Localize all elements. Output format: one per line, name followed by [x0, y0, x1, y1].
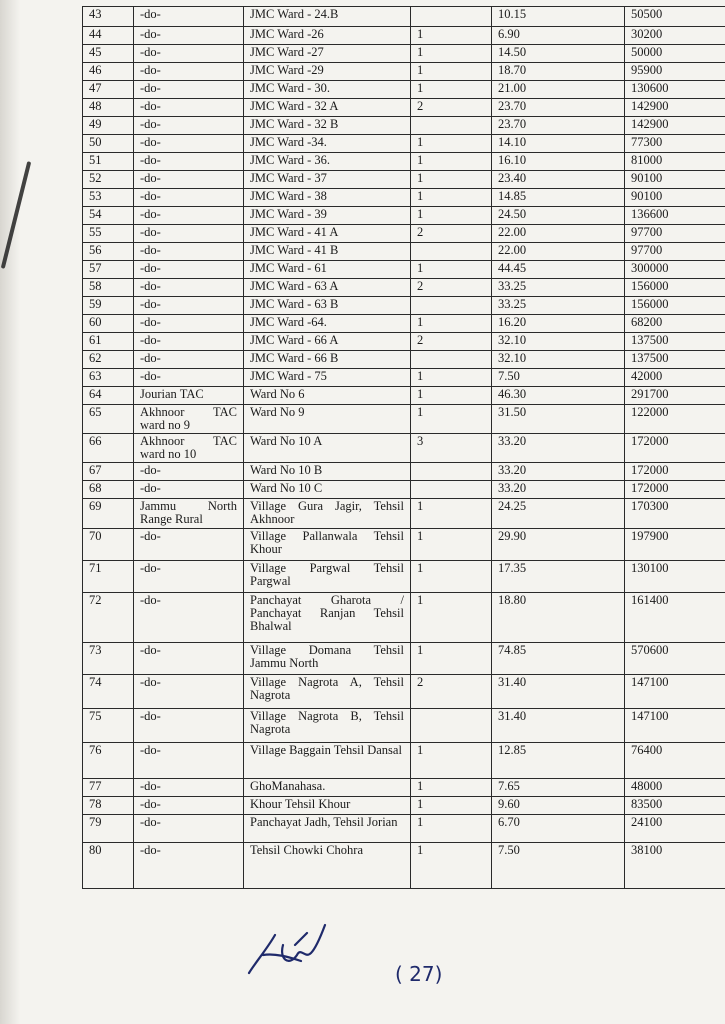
place-cell: -do-	[134, 63, 244, 81]
table-row	[83, 387, 725, 405]
amount-cell: 68200	[625, 315, 725, 333]
area-cell: 23.70	[492, 99, 625, 117]
table-row	[83, 797, 725, 815]
page-edge-shadow	[0, 0, 20, 1024]
amount-cell: 156000	[625, 297, 725, 315]
count-cell: 1	[411, 499, 492, 529]
count-cell: 1	[411, 135, 492, 153]
amount-cell: 97700	[625, 243, 725, 261]
ward-cell: Village Gura Jagir, Tehsil Akhnoor	[244, 499, 411, 529]
area-cell: 33.20	[492, 481, 625, 499]
area-cell: 7.50	[492, 843, 625, 889]
ward-cell: Ward No 10 C	[244, 481, 411, 499]
count-cell: 1	[411, 261, 492, 279]
amount-cell: 83500	[625, 797, 725, 815]
area-cell: 33.20	[492, 434, 625, 463]
place-cell: -do-	[134, 243, 244, 261]
ward-cell: Village Domana Tehsil Jammu North	[244, 643, 411, 675]
table-row	[83, 7, 725, 27]
place-cell: -do-	[134, 843, 244, 889]
table-row	[83, 815, 725, 843]
amount-cell: 197900	[625, 529, 725, 561]
amount-cell: 76400	[625, 743, 725, 779]
table-row	[83, 743, 725, 779]
serial-number-cell: 45	[83, 45, 134, 63]
ward-cell: JMC Ward - 63 B	[244, 297, 411, 315]
count-cell: 2	[411, 225, 492, 243]
serial-number-cell: 56	[83, 243, 134, 261]
count-cell: 1	[411, 815, 492, 843]
table-row	[83, 675, 725, 709]
place-cell: -do-	[134, 99, 244, 117]
ward-cell: JMC Ward -34.	[244, 135, 411, 153]
ward-cell: JMC Ward - 39	[244, 207, 411, 225]
area-cell: 22.00	[492, 225, 625, 243]
place-cell: -do-	[134, 815, 244, 843]
area-cell: 23.70	[492, 117, 625, 135]
serial-number-cell: 46	[83, 63, 134, 81]
amount-cell: 130100	[625, 561, 725, 593]
serial-number-cell: 74	[83, 675, 134, 709]
area-cell: 22.00	[492, 243, 625, 261]
table-row	[83, 207, 725, 225]
amount-cell: 570600	[625, 643, 725, 675]
table-row	[83, 117, 725, 135]
count-cell: 1	[411, 529, 492, 561]
place-cell: Akhnoor TAC ward no 10	[134, 434, 244, 463]
serial-number-cell: 60	[83, 315, 134, 333]
table-row	[83, 171, 725, 189]
count-cell: 1	[411, 45, 492, 63]
count-cell: 1	[411, 63, 492, 81]
amount-cell: 38100	[625, 843, 725, 889]
table-row	[83, 561, 725, 593]
table-row	[83, 81, 725, 99]
amount-cell: 137500	[625, 351, 725, 369]
table-row	[83, 405, 725, 434]
area-cell: 18.70	[492, 63, 625, 81]
serial-number-cell: 80	[83, 843, 134, 889]
count-cell: 2	[411, 279, 492, 297]
count-cell	[411, 7, 492, 27]
table-row	[83, 279, 725, 297]
serial-number-cell: 55	[83, 225, 134, 243]
amount-cell: 42000	[625, 369, 725, 387]
area-cell: 33.20	[492, 463, 625, 481]
amount-cell: 122000	[625, 405, 725, 434]
ward-cell: GhoManahasa.	[244, 779, 411, 797]
amount-cell: 172000	[625, 481, 725, 499]
count-cell: 1	[411, 369, 492, 387]
place-cell: -do-	[134, 463, 244, 481]
place-cell: Jammu North Range Rural	[134, 499, 244, 529]
ward-cell: Village Pallanwala Tehsil Khour	[244, 529, 411, 561]
place-cell: -do-	[134, 797, 244, 815]
ward-cell: JMC Ward - 37	[244, 171, 411, 189]
ward-cell: JMC Ward -64.	[244, 315, 411, 333]
serial-number-cell: 59	[83, 297, 134, 315]
count-cell: 1	[411, 779, 492, 797]
serial-number-cell: 61	[83, 333, 134, 351]
amount-cell: 50000	[625, 45, 725, 63]
area-cell: 6.70	[492, 815, 625, 843]
table-row	[83, 779, 725, 797]
area-cell: 32.10	[492, 333, 625, 351]
ward-cell: Ward No 10 B	[244, 463, 411, 481]
ward-cell: Village Nagrota B, Tehsil Nagrota	[244, 709, 411, 743]
ward-cell: JMC Ward -27	[244, 45, 411, 63]
allotment-table	[82, 6, 725, 889]
table-row	[83, 709, 725, 743]
serial-number-cell: 44	[83, 27, 134, 45]
place-cell: -do-	[134, 369, 244, 387]
ward-cell: Village Baggain Tehsil Dansal	[244, 743, 411, 779]
amount-cell: 130600	[625, 81, 725, 99]
table-row	[83, 434, 725, 463]
ward-cell: JMC Ward -26	[244, 27, 411, 45]
area-cell: 74.85	[492, 643, 625, 675]
count-cell: 1	[411, 153, 492, 171]
serial-number-cell: 75	[83, 709, 134, 743]
serial-number-cell: 53	[83, 189, 134, 207]
place-cell: -do-	[134, 225, 244, 243]
place-cell: -do-	[134, 297, 244, 315]
count-cell: 1	[411, 843, 492, 889]
table-row	[83, 351, 725, 369]
place-cell: -do-	[134, 561, 244, 593]
serial-number-cell: 54	[83, 207, 134, 225]
table-row	[83, 463, 725, 481]
serial-number-cell: 62	[83, 351, 134, 369]
table-body	[83, 7, 725, 889]
count-cell	[411, 463, 492, 481]
count-cell: 1	[411, 405, 492, 434]
area-cell: 23.40	[492, 171, 625, 189]
ward-cell: Tehsil Chowki Chohra	[244, 843, 411, 889]
serial-number-cell: 76	[83, 743, 134, 779]
serial-number-cell: 77	[83, 779, 134, 797]
ward-cell: JMC Ward - 63 A	[244, 279, 411, 297]
amount-cell: 50500	[625, 7, 725, 27]
table-row	[83, 189, 725, 207]
amount-cell: 136600	[625, 207, 725, 225]
serial-number-cell: 69	[83, 499, 134, 529]
ward-cell: Panchayat Jadh, Tehsil Jorian	[244, 815, 411, 843]
count-cell: 1	[411, 743, 492, 779]
ward-cell: JMC Ward - 38	[244, 189, 411, 207]
count-cell: 1	[411, 27, 492, 45]
area-cell: 16.10	[492, 153, 625, 171]
ward-cell: JMC Ward - 41 A	[244, 225, 411, 243]
page-number: ( 27)	[395, 962, 443, 986]
ward-cell: JMC Ward - 75	[244, 369, 411, 387]
serial-number-cell: 78	[83, 797, 134, 815]
count-cell	[411, 297, 492, 315]
serial-number-cell: 43	[83, 7, 134, 27]
place-cell: -do-	[134, 315, 244, 333]
serial-number-cell: 72	[83, 593, 134, 643]
count-cell	[411, 351, 492, 369]
signature-icon	[245, 915, 335, 985]
area-cell: 31.40	[492, 675, 625, 709]
table-row	[83, 499, 725, 529]
table-row	[83, 261, 725, 279]
serial-number-cell: 65	[83, 405, 134, 434]
count-cell: 1	[411, 643, 492, 675]
count-cell: 2	[411, 675, 492, 709]
place-cell: -do-	[134, 643, 244, 675]
ward-cell: Village Pargwal Tehsil Pargwal	[244, 561, 411, 593]
area-cell: 14.10	[492, 135, 625, 153]
ward-cell: Ward No 9	[244, 405, 411, 434]
table-row	[83, 333, 725, 351]
amount-cell: 156000	[625, 279, 725, 297]
amount-cell: 30200	[625, 27, 725, 45]
area-cell: 31.40	[492, 709, 625, 743]
ward-cell: Ward No 6	[244, 387, 411, 405]
place-cell: -do-	[134, 135, 244, 153]
area-cell: 7.50	[492, 369, 625, 387]
ward-cell: Ward No 10 A	[244, 434, 411, 463]
area-cell: 17.35	[492, 561, 625, 593]
amount-cell: 170300	[625, 499, 725, 529]
serial-number-cell: 63	[83, 369, 134, 387]
area-cell: 33.25	[492, 297, 625, 315]
area-cell: 7.65	[492, 779, 625, 797]
table-row	[83, 243, 725, 261]
place-cell: -do-	[134, 593, 244, 643]
place-cell: -do-	[134, 779, 244, 797]
amount-cell: 172000	[625, 463, 725, 481]
area-cell: 10.15	[492, 7, 625, 27]
area-cell: 24.50	[492, 207, 625, 225]
serial-number-cell: 50	[83, 135, 134, 153]
ward-cell: JMC Ward - 41 B	[244, 243, 411, 261]
count-cell: 1	[411, 81, 492, 99]
place-cell: -do-	[134, 709, 244, 743]
area-cell: 9.60	[492, 797, 625, 815]
ward-cell: Khour Tehsil Khour	[244, 797, 411, 815]
amount-cell: 142900	[625, 117, 725, 135]
serial-number-cell: 57	[83, 261, 134, 279]
serial-number-cell: 79	[83, 815, 134, 843]
serial-number-cell: 52	[83, 171, 134, 189]
serial-number-cell: 67	[83, 463, 134, 481]
serial-number-cell: 51	[83, 153, 134, 171]
place-cell: -do-	[134, 117, 244, 135]
table-row	[83, 99, 725, 117]
serial-number-cell: 49	[83, 117, 134, 135]
amount-cell: 300000	[625, 261, 725, 279]
area-cell: 6.90	[492, 27, 625, 45]
area-cell: 14.85	[492, 189, 625, 207]
count-cell	[411, 117, 492, 135]
ward-cell: JMC Ward - 66 B	[244, 351, 411, 369]
serial-number-cell: 66	[83, 434, 134, 463]
table-row	[83, 297, 725, 315]
table-row	[83, 45, 725, 63]
place-cell: -do-	[134, 351, 244, 369]
amount-cell: 142900	[625, 99, 725, 117]
place-cell: -do-	[134, 529, 244, 561]
amount-cell: 161400	[625, 593, 725, 643]
place-cell: -do-	[134, 279, 244, 297]
place-cell: -do-	[134, 81, 244, 99]
place-cell: -do-	[134, 207, 244, 225]
serial-number-cell: 48	[83, 99, 134, 117]
ward-cell: Village Nagrota A, Tehsil Nagrota	[244, 675, 411, 709]
serial-number-cell: 47	[83, 81, 134, 99]
place-cell: -do-	[134, 261, 244, 279]
count-cell	[411, 243, 492, 261]
table-row	[83, 63, 725, 81]
place-cell: -do-	[134, 675, 244, 709]
amount-cell: 48000	[625, 779, 725, 797]
place-cell: -do-	[134, 45, 244, 63]
place-cell: -do-	[134, 153, 244, 171]
ward-cell: JMC Ward - 61	[244, 261, 411, 279]
amount-cell: 147100	[625, 675, 725, 709]
count-cell: 3	[411, 434, 492, 463]
table-row	[83, 27, 725, 45]
count-cell	[411, 481, 492, 499]
area-cell: 46.30	[492, 387, 625, 405]
table-row	[83, 315, 725, 333]
table-row	[83, 481, 725, 499]
table-row	[83, 529, 725, 561]
ward-cell: Panchayat Gharota / Panchayat Ranjan Tehsil Bhalwal	[244, 593, 411, 643]
count-cell: 1	[411, 593, 492, 643]
count-cell: 2	[411, 99, 492, 117]
count-cell	[411, 709, 492, 743]
place-cell: -do-	[134, 743, 244, 779]
ward-cell: JMC Ward - 24.B	[244, 7, 411, 27]
amount-cell: 97700	[625, 225, 725, 243]
amount-cell: 90100	[625, 171, 725, 189]
serial-number-cell: 73	[83, 643, 134, 675]
count-cell: 1	[411, 315, 492, 333]
amount-cell: 137500	[625, 333, 725, 351]
table-row	[83, 593, 725, 643]
place-cell: Akhnoor TAC ward no 9	[134, 405, 244, 434]
area-cell: 24.25	[492, 499, 625, 529]
amount-cell: 24100	[625, 815, 725, 843]
count-cell: 1	[411, 797, 492, 815]
place-cell: -do-	[134, 189, 244, 207]
serial-number-cell: 68	[83, 481, 134, 499]
area-cell: 12.85	[492, 743, 625, 779]
amount-cell: 172000	[625, 434, 725, 463]
area-cell: 33.25	[492, 279, 625, 297]
count-cell: 1	[411, 207, 492, 225]
place-cell: -do-	[134, 333, 244, 351]
place-cell: -do-	[134, 481, 244, 499]
place-cell: -do-	[134, 27, 244, 45]
table-row	[83, 643, 725, 675]
count-cell: 1	[411, 387, 492, 405]
place-cell: -do-	[134, 171, 244, 189]
ward-cell: JMC Ward -29	[244, 63, 411, 81]
serial-number-cell: 70	[83, 529, 134, 561]
place-cell: Jourian TAC	[134, 387, 244, 405]
area-cell: 16.20	[492, 315, 625, 333]
count-cell: 1	[411, 189, 492, 207]
amount-cell: 77300	[625, 135, 725, 153]
area-cell: 18.80	[492, 593, 625, 643]
amount-cell: 147100	[625, 709, 725, 743]
count-cell: 2	[411, 333, 492, 351]
serial-number-cell: 71	[83, 561, 134, 593]
area-cell: 29.90	[492, 529, 625, 561]
serial-number-cell: 58	[83, 279, 134, 297]
count-cell: 1	[411, 171, 492, 189]
amount-cell: 90100	[625, 189, 725, 207]
ward-cell: JMC Ward - 32 A	[244, 99, 411, 117]
amount-cell: 95900	[625, 63, 725, 81]
area-cell: 14.50	[492, 45, 625, 63]
table-row	[83, 153, 725, 171]
area-cell: 21.00	[492, 81, 625, 99]
serial-number-cell: 64	[83, 387, 134, 405]
ward-cell: JMC Ward - 30.	[244, 81, 411, 99]
amount-cell: 291700	[625, 387, 725, 405]
area-cell: 44.45	[492, 261, 625, 279]
count-cell: 1	[411, 561, 492, 593]
place-cell: -do-	[134, 7, 244, 27]
area-cell: 31.50	[492, 405, 625, 434]
area-cell: 32.10	[492, 351, 625, 369]
table-row	[83, 225, 725, 243]
amount-cell: 81000	[625, 153, 725, 171]
table-row	[83, 369, 725, 387]
table-row	[83, 843, 725, 889]
ward-cell: JMC Ward - 66 A	[244, 333, 411, 351]
table-row	[83, 135, 725, 153]
ward-cell: JMC Ward - 36.	[244, 153, 411, 171]
ward-cell: JMC Ward - 32 B	[244, 117, 411, 135]
